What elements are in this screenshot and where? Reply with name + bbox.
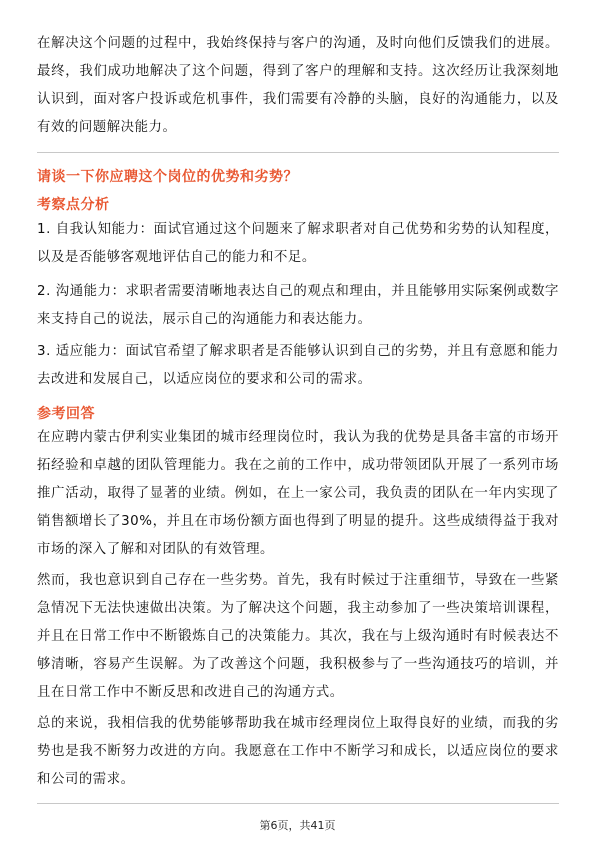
answer-heading: 参考回答 <box>37 406 95 422</box>
analysis-point: 1. 自我认知能力：面试官通过这个问题来了解求职者对自己优势和劣势的认知程度，以及是否能够客观地评估自己的能力和不足。 <box>37 222 559 265</box>
analysis-heading: 考察点分析 <box>37 197 110 213</box>
footer-divider <box>37 803 559 804</box>
answer-paragraph: 在应聘内蒙古伊利实业集团的城市经理岗位时，我认为我的优势是具备丰富的市场开拓经验和卓越的团队管理能力。我在之前的工作中，成功带领团队开展了一系列市场推广活动，取得了显著的业绩。例如，在上一家公司，我负责的团队在一年内实现了销售额增长了30%，并且在市场份额方面也得到了明显的提升。这些成绩得益于我对市场的深入了解和对团队的有效管理。 <box>37 430 559 557</box>
answer-paragraph: 然而，我也意识到自己存在一些劣势。首先，我有时候过于注重细节，导致在一些紧急情况下无法快速做出决策。为了解决这个问题，我主动参加了一些决策培训课程，并且在日常工作中不断锻炼自己的决策能力。其次，我在与上级沟通时有时候表达不够清晰，容易产生误解。为了改善这个问题，我积极参与了一些沟通技巧的培训，并且在日常工作中不断反思和改进自己的沟通方式。 <box>37 573 559 700</box>
answer-paragraph: 总的来说，我相信我的优势能够帮助我在城市经理岗位上取得良好的业绩，而我的劣势也是我不断努力改进的方向。我愿意在工作中不断学习和成长，以适应岗位的要求和公司的需求。 <box>37 716 559 787</box>
analysis-point: 2. 沟通能力：求职者需要清晰地表达自己的观点和理由，并且能够用实际案例或数字来支持自己的说法，展示自己的沟通能力和表达能力。 <box>37 284 559 327</box>
question-title: 请谈一下你应聘这个岗位的优势和劣势？ <box>37 169 298 185</box>
analysis-point: 3. 适应能力：面试官希望了解求职者是否能够认识到自己的劣势，并且有意愿和能力去改进和发展自己，以适应岗位的要求和公司的需求。 <box>37 344 559 387</box>
intro-paragraph: 在解决这个问题的过程中，我始终保持与客户的沟通，及时向他们反馈我们的进展。最终，我们成功地解决了这个问题，得到了客户的理解和支持。这次经历让我深刻地认识到，面对客户投诉或危机事件，我们需要有冷静的头脑，良好的沟通能力，以及有效的问题解决能力。 <box>37 36 559 135</box>
section-divider <box>37 152 559 153</box>
page-number: 第6页，共41页 <box>259 819 336 832</box>
